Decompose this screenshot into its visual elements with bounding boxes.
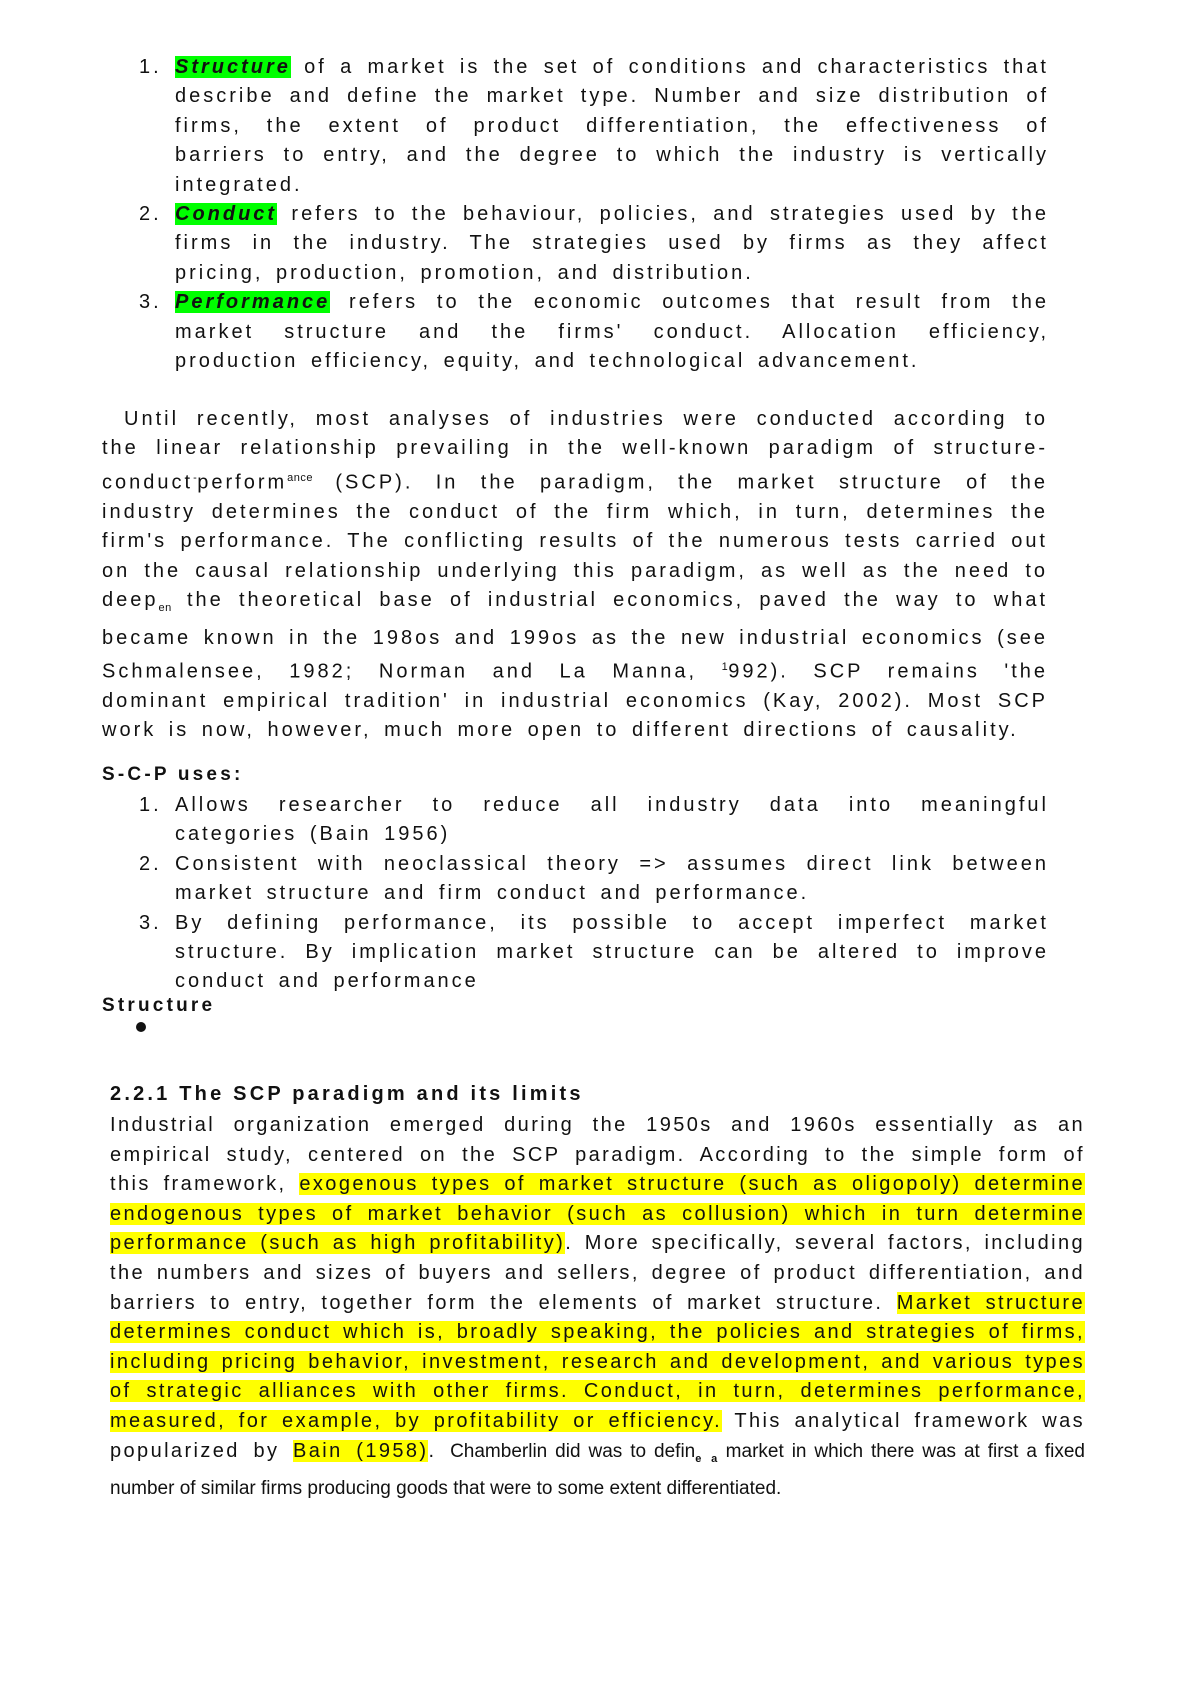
list-item-text: refers to the economic outcomes that result from the market structure and the firms' conduct. Allocation efficiency, production efficiency, equity, and technological advancement. <box>175 291 1049 373</box>
para-text: (SCP). In the paradigm, the market structure of the industry determines the conduct of the firm which, in turn, determines the firm's performance. The conflicting results of the numerous tests carried out on the causal relationship underlying this paradigm, as well as the need to deep <box>102 471 1048 612</box>
list-number: 1. <box>139 56 162 78</box>
list-number: 2. <box>139 203 162 226</box>
term-performance: Performance <box>175 291 331 314</box>
term-structure: Structure <box>175 56 291 78</box>
section-text: . <box>428 1439 451 1462</box>
section-sub: e a <box>695 1452 718 1465</box>
term-conduct: Conduct <box>175 203 278 226</box>
definitions-list <box>139 53 1049 376</box>
list-item-text: Allows researcher to reduce all industry data into meaningful categories (Bain 1956) <box>175 794 1049 846</box>
structure-heading: Structure <box>102 995 216 1016</box>
list-item-text: Consistent with neoclassical theory => assumes direct link between market structure and firm conduct and performance. <box>175 852 1049 905</box>
highlighted-text: exogenous types of market structure (such as oligopoly) determine endogenous types of market behavior (such as collusion) which in turn determine performance (such as high profitability) <box>110 1173 1085 1255</box>
para-text: perform <box>197 471 288 494</box>
list-item <box>139 53 1049 200</box>
scp-uses-list <box>139 791 1049 997</box>
section-text-plain: Chamberlin did was to defin <box>450 1440 696 1462</box>
para-text: 992). SCP remains 'the dominant empirical tradition' in industrial economics (Kay, 2002). Most SCP work is now, however, much more open to different directions of causality. <box>102 660 1048 742</box>
para-sup: ance <box>287 471 313 484</box>
section-heading: 2.2.1 The SCP paradigm and its limits <box>110 1083 584 1105</box>
para-text: the theoretical base of industrial economics, paved the way to what became known in the 198os and 199os as the new industrial economics (see Schmalensee, 1982; Norman and La Manna, <box>102 589 1048 683</box>
scp-uses-heading: S-C-P uses: <box>102 764 244 785</box>
list-item <box>139 850 1049 909</box>
list-number: 1. <box>139 794 162 816</box>
list-item-text: By defining performance, its possible to accept imperfect market structure. By implication market structure can be altered to improve conduct and performance <box>175 911 1049 993</box>
para-sup: 1 <box>721 660 729 673</box>
list-item-text: refers to the behaviour, policies, and strategies used by the firms in the industry. The strategies used by firms as they affect pricing, production, promotion, and distribution. <box>175 203 1049 284</box>
list-item <box>139 288 1049 376</box>
list-item-text: of a market is the set of conditions and characteristics that describe and define the market type. Number and size distribution of firms, the extent of product differentiation, the effectiveness of barriers to entry, and the degree to which the industry is vertically integrated. <box>175 56 1049 196</box>
section-paragraph <box>110 1111 1085 1504</box>
list-number: 3. <box>139 291 162 314</box>
section-text: This analytical framework was popularized by <box>110 1409 1085 1462</box>
scp-intro-paragraph <box>102 405 1048 746</box>
list-number: 2. <box>139 852 162 875</box>
para-sub: en <box>158 602 172 615</box>
section-text-plain: market in which there was at first a fixed number of similar firms producing goods that were to some extent differentiated. <box>110 1440 1085 1500</box>
section-text: . More specifically, several factors, including the numbers and sizes of buyers and sellers, degree of product differentiation, and barriers to entry, together form the elements of market structure. <box>110 1232 1085 1314</box>
para-text: Until recently, most analyses of industries were conducted according to the linear relationship prevailing in the well-known paradigm of structure-conduct <box>102 408 1048 494</box>
list-item <box>139 200 1049 288</box>
list-number: 3. <box>139 911 162 934</box>
list-item <box>139 909 1049 997</box>
empty-bullet <box>136 1022 146 1032</box>
highlighted-citation: Bain (1958) <box>293 1439 429 1462</box>
highlighted-text: Market structure determines conduct which is, broadly speaking, the policies and strategies of firms, including pricing behavior, investment, research and development, and various types of strategic alliances with other firms. Conduct, in turn, determines performance, measured, for example, by profitability or efficiency. <box>110 1291 1085 1432</box>
section-text: Industrial organization emerged during the 1950s and 1960s essentially as an empirical study, centered on the SCP paradigm. According to the simple form of this framework, <box>110 1114 1085 1196</box>
list-item <box>139 791 1049 850</box>
para-sup: - <box>193 471 198 484</box>
